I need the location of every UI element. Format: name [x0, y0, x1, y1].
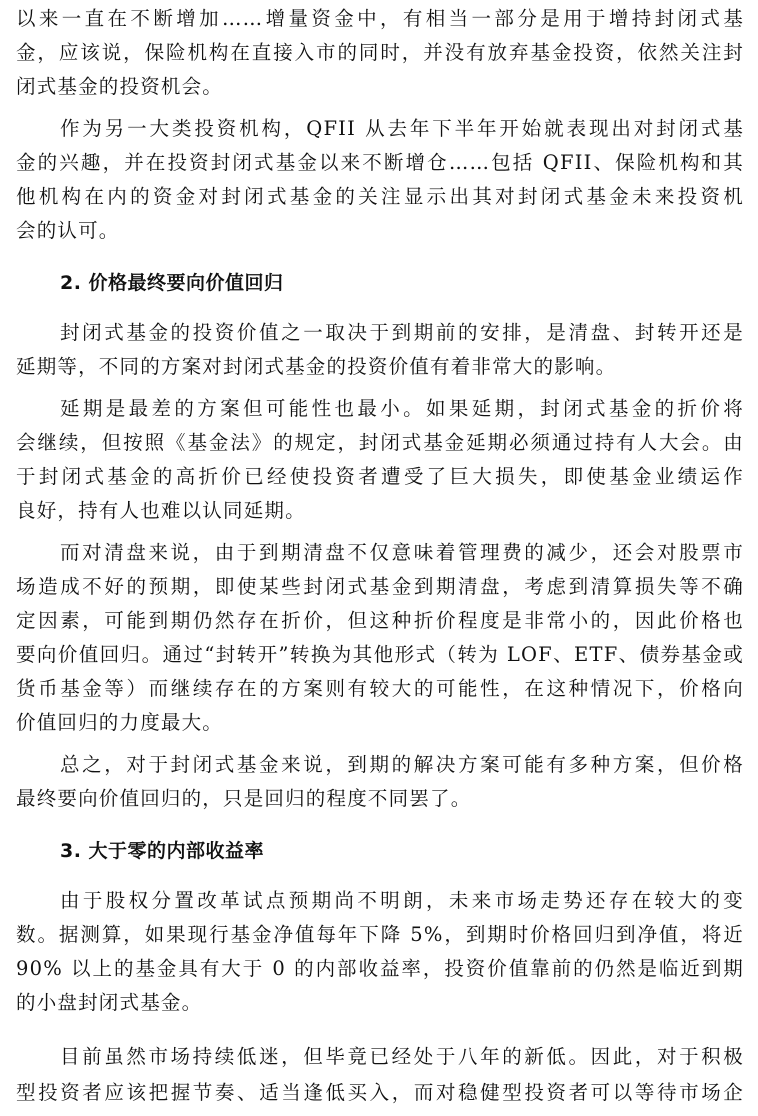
paragraph-line: 目前虽然市场持续低迷，但毕竟已经处于八年的新低。因此，对于积极	[60, 1045, 744, 1068]
paragraph-line: 封闭式基金的投资价值之一取决于到期前的安排，是清盘、封转开还是	[60, 321, 744, 344]
paragraph-line: 总之，对于封闭式基金来说，到期的解决方案可能有多种方案，但价格	[60, 753, 744, 776]
paragraph-line: 他机构在内的资金对封闭式基金的关注显示出其对封闭式基金未来投资机	[16, 185, 744, 208]
paragraph-line: 由于股权分置改革试点预期尚不明朗，未来市场走势还存在较大的变	[60, 889, 744, 912]
paragraph-line: 金，应该说，保险机构在直接入市的同时，并没有放弃基金投资，依然关注封	[16, 41, 744, 64]
section-heading: 2. 价格最终要向价值回归	[60, 272, 284, 294]
paragraph-line: 会继续，但按照《基金法》的规定，封闭式基金延期必须通过持有人大会。由	[16, 431, 744, 454]
paragraph-line: 场造成不好的预期，即使某些封闭式基金到期清盘，考虑到清算损失等不确	[16, 575, 744, 598]
section-heading: 3. 大于零的内部收益率	[60, 840, 265, 862]
paragraph-line: 定因素，可能到期仍然存在折价，但这种折价程度是非常小的，因此价格也	[16, 609, 744, 632]
paragraph-line: 数。据测算，如果现行基金净值每年下降 5%，到期时价格回归到净值，将近	[16, 923, 744, 946]
paragraph-line: 作为另一大类投资机构，QFII 从去年下半年开始就表现出对封闭式基	[60, 117, 744, 140]
paragraph-line: 要向价值回归。通过“封转开”转换为其他形式（转为 LOF、ETF、债券基金或	[16, 643, 744, 666]
paragraph-line: 90% 以上的基金具有大于 0 的内部收益率，投资价值靠前的仍然是临近到期	[16, 957, 744, 980]
paragraph-line: 闭式基金的投资机会。	[16, 75, 224, 98]
paragraph-line: 金的兴趣，并在投资封闭式基金以来不断增仓……包括 QFII、保险机构和其	[16, 151, 744, 174]
paragraph-line: 货币基金等）而继续存在的方案则有较大的可能性，在这种情况下，价格向	[16, 677, 744, 700]
paragraph-line: 于封闭式基金的高折价已经使投资者遭受了巨大损失，即使基金业绩运作	[16, 465, 744, 488]
paragraph-line: 延期等，不同的方案对封闭式基金的投资价值有着非常大的影响。	[16, 355, 617, 378]
paragraph-line: 良好，持有人也难以认同延期。	[16, 499, 306, 522]
paragraph-line: 价值回归的力度最大。	[16, 711, 224, 734]
paragraph-line: 最终要向价值回归的，只是回归的程度不同罢了。	[16, 787, 472, 810]
paragraph-line: 以来一直在不断增加……增量资金中，有相当一部分是用于增持封闭式基	[16, 7, 744, 30]
paragraph-line: 的小盘封闭式基金。	[16, 991, 203, 1014]
paragraph-line: 延期是最差的方案但可能性也最小。如果延期，封闭式基金的折价将	[60, 397, 744, 420]
paragraph-line: 会的认可。	[16, 219, 120, 242]
paragraph-line: 而对清盘来说，由于到期清盘不仅意味着管理费的减少，还会对股票市	[60, 541, 744, 564]
paragraph-line: 型投资者应该把握节奏、适当逢低买入，而对稳健型投资者可以等待市场企	[16, 1081, 744, 1104]
